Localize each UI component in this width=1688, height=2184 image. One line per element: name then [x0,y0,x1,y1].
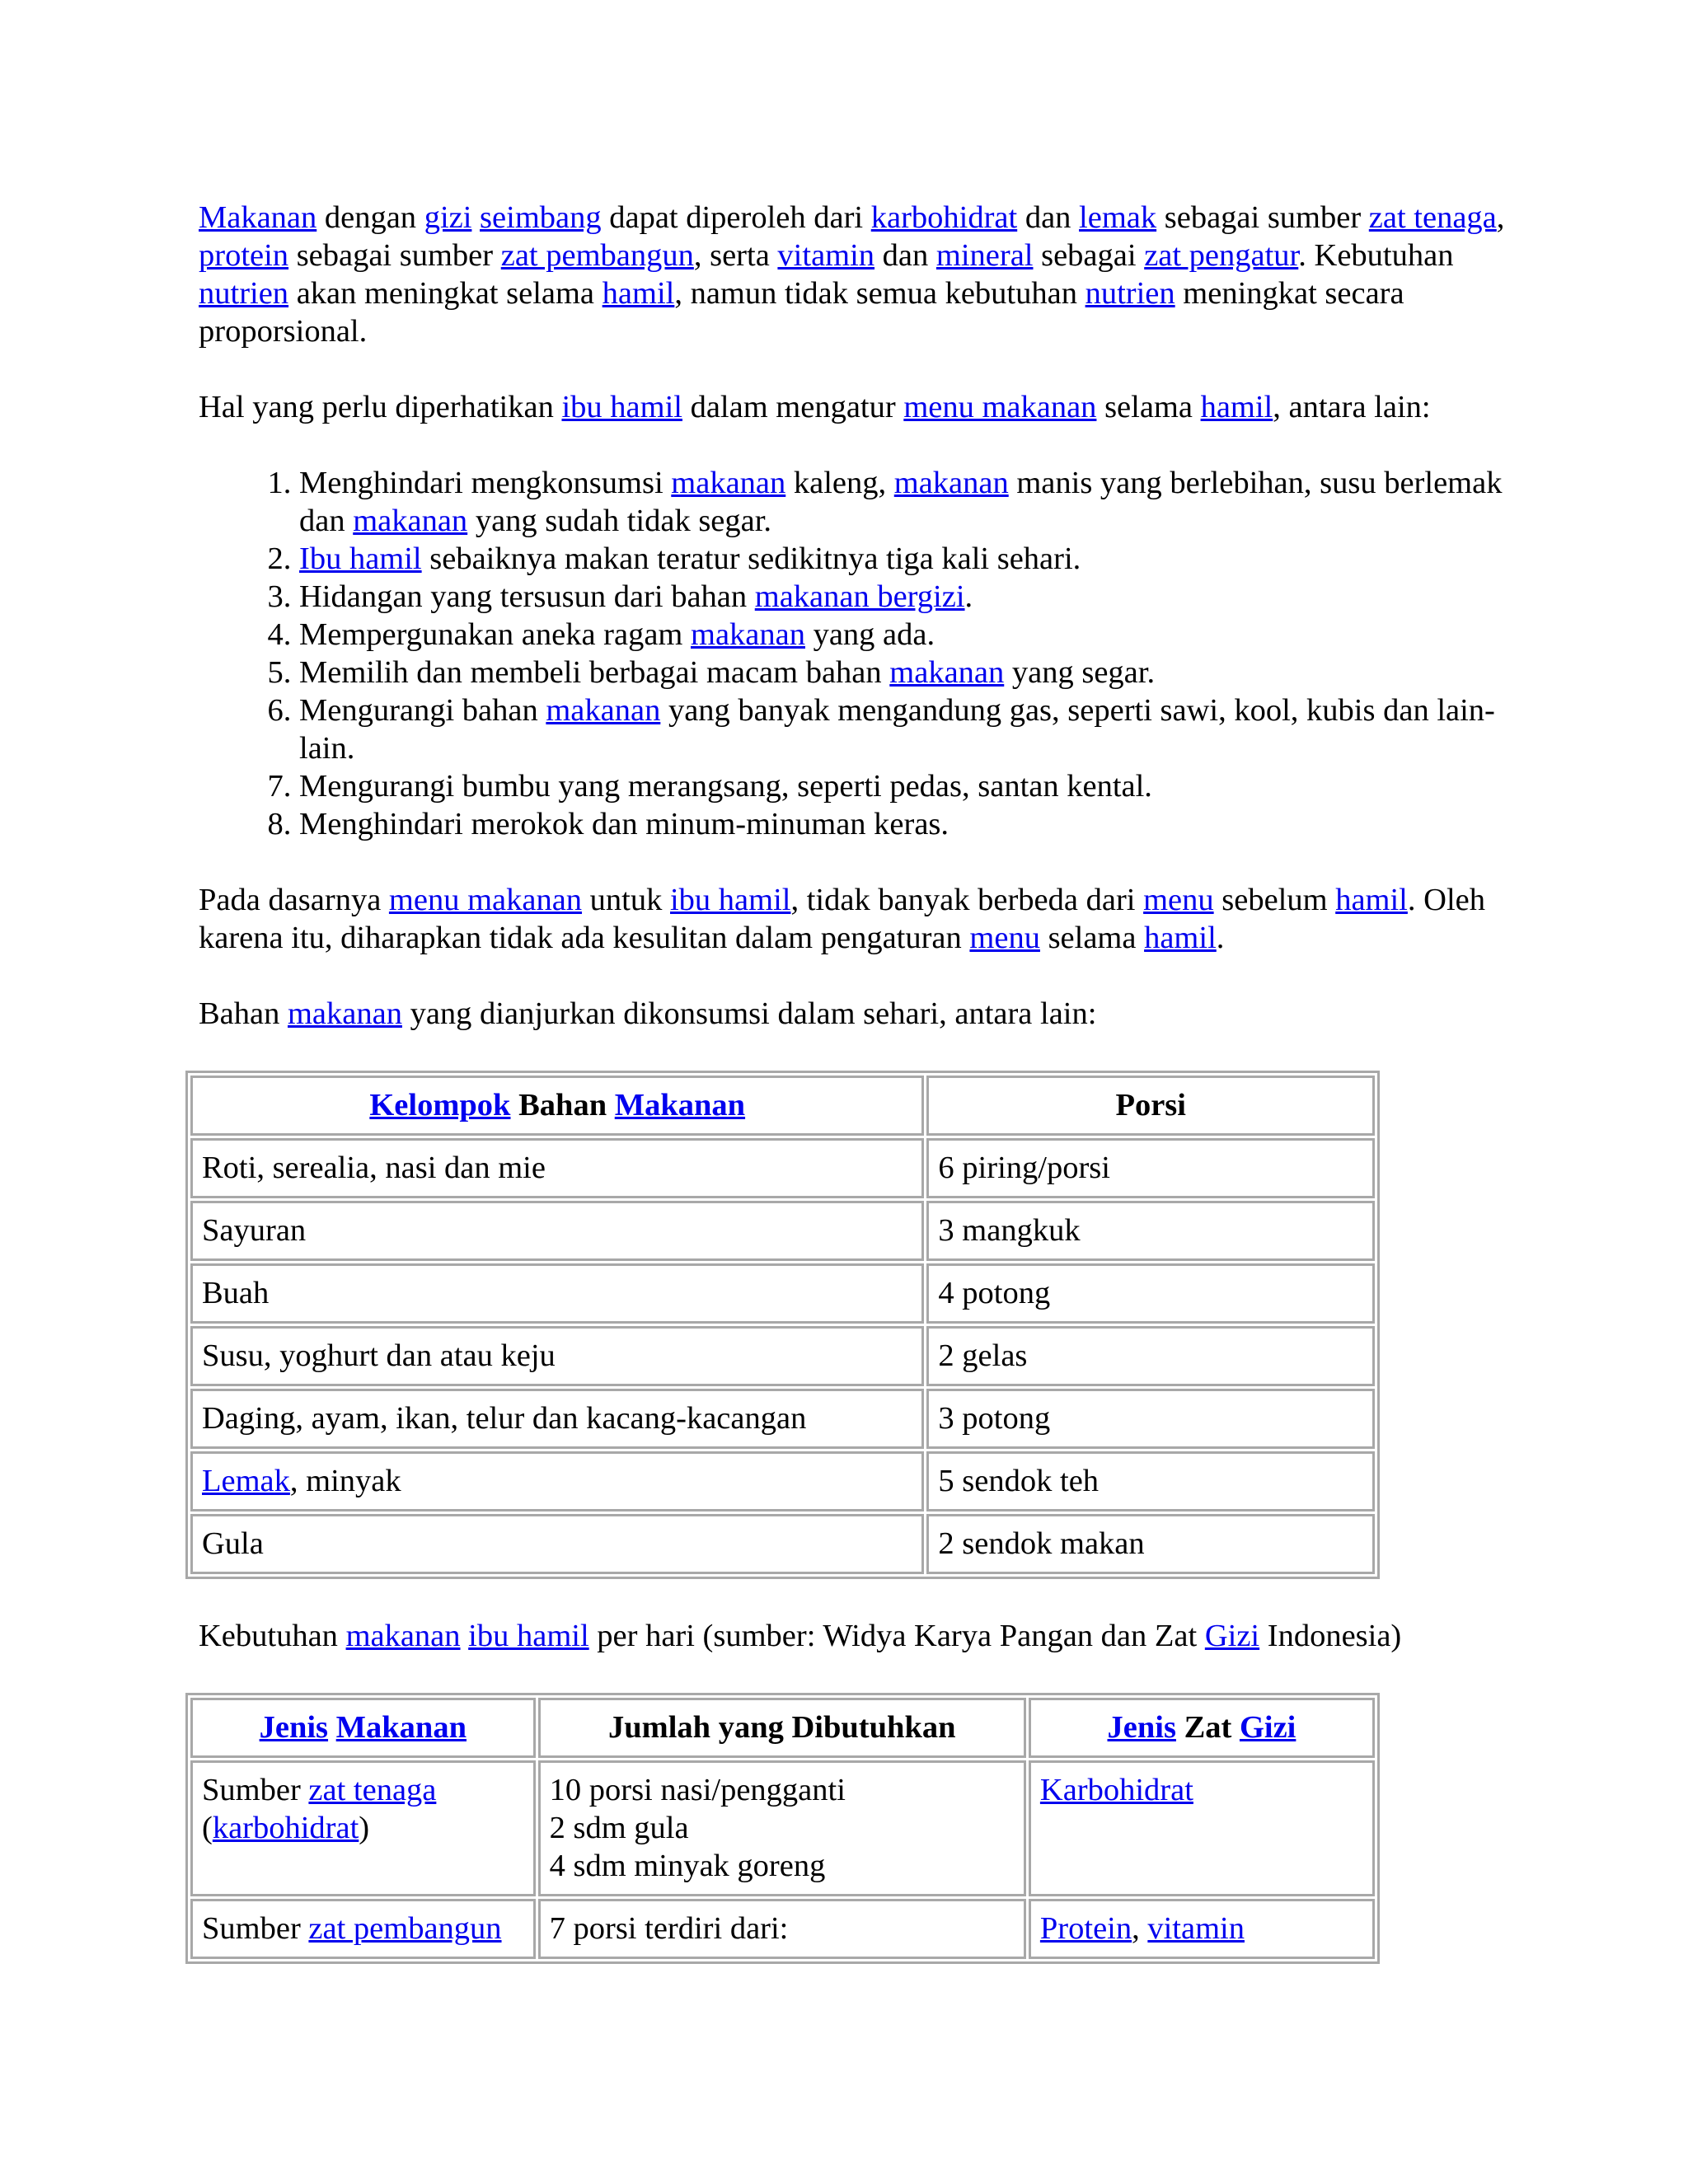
text: , namun tidak semua kebutuhan [674,276,1085,311]
link-makanan[interactable]: makanan [671,466,786,500]
link-makanan[interactable]: Makanan [335,1710,467,1745]
table-row [190,1514,1375,1574]
text: sebagai [1033,238,1145,273]
text: selama [1096,390,1201,424]
text: 10 porsi nasi/pengganti [549,1773,846,1807]
text: kaleng, [785,466,894,500]
cell-porsi: 3 potong [926,1389,1375,1449]
table-header-row [190,1698,1375,1758]
text: dengan [316,200,424,235]
list-item [299,767,1517,805]
link-menu-makanan[interactable]: menu makanan [388,883,583,917]
list-item [299,654,1517,691]
link-makanan[interactable]: makanan [691,617,805,652]
list-item [299,805,1517,843]
list-item [299,691,1517,767]
food-group-table [185,1071,1380,1579]
text: dapat diperoleh dari [601,200,871,235]
link-jenis[interactable]: Jenis [259,1710,329,1745]
link-zat-pembangun[interactable]: zat pembangun [308,1911,502,1946]
text: Hal yang perlu diperhatikan [199,390,562,424]
text: Indonesia) [1259,1619,1402,1653]
text: yang banyak mengandung gas, seperti sawi, kool, kubis dan lain-lain. [299,693,1495,766]
text: Mengurangi bahan [299,693,546,728]
header-jenis-zat-gizi [1029,1698,1375,1758]
link-nutrien[interactable]: nutrien [199,276,289,311]
link-seimbang[interactable]: seimbang [480,200,602,235]
cell-zat-gizi [1029,1760,1375,1896]
text: Zat [1175,1710,1240,1745]
table-row [190,1201,1375,1261]
text: dan [1017,200,1080,235]
cell-kelompok: Buah [190,1263,924,1324]
pada-paragraph [199,881,1517,957]
link-vitamin[interactable]: vitamin [1147,1911,1245,1946]
link-makanan[interactable]: makanan [287,996,402,1031]
text: . [964,579,973,614]
text: Sumber [202,1773,309,1807]
text: Memilih dan membeli berbagai macam bahan [299,655,890,690]
list-item [299,578,1517,616]
table-row [190,1326,1375,1386]
cell-kelompok: Daging, ayam, ikan, telur dan kacang-kacangan [190,1389,924,1449]
link-ibu-hamil[interactable]: Ibu hamil [299,541,422,576]
cell-kelompok: Gula [190,1514,924,1574]
text: , [1132,1911,1148,1946]
link-hamil[interactable]: hamil [602,276,675,311]
bahan-paragraph [199,995,1517,1033]
cell-kelompok: Susu, yoghurt dan atau keju [190,1326,924,1386]
text: yang ada. [804,617,935,652]
header-jumlah: Jumlah yang Dibutuhkan [538,1698,1026,1758]
link-ibu-hamil[interactable]: ibu hamil [561,390,682,424]
text: , [1496,200,1505,235]
list-item [299,464,1517,540]
link-gizi[interactable]: Gizi [1239,1710,1296,1745]
text: meningkat secara proporsional. [199,276,1404,349]
text: yang segar. [1004,655,1156,690]
text: Menghindari mengkonsumsi [299,466,672,500]
text [461,1619,469,1653]
header-porsi: Porsi [926,1076,1375,1136]
link-zat-tenaga[interactable]: zat tenaga [1368,200,1497,235]
link-gizi[interactable]: Gizi [1204,1619,1260,1653]
header-jenis-makanan [190,1698,536,1758]
text: . Oleh karena itu, diharapkan tidak ada kesulitan dalam pengaturan [199,883,1485,955]
text: Kebutuhan [199,1619,346,1653]
table-header-row [190,1076,1375,1136]
hal-paragraph [199,388,1517,426]
text: Sumber [202,1911,309,1946]
text: sebelum [1213,883,1336,917]
link-protein[interactable]: Protein [1039,1911,1132,1946]
link-ibu-hamil[interactable]: ibu hamil [468,1619,589,1653]
text: . [1216,921,1225,955]
table-row [190,1451,1375,1511]
link-makanan[interactable]: makanan [893,466,1009,500]
text: per hari (sumber: Widya Karya Pangan dan Zat [588,1619,1205,1653]
text: , serta [693,238,778,273]
text: ) [359,1811,370,1845]
link-hamil[interactable]: hamil [1200,390,1273,424]
list-item [299,616,1517,654]
cell-kelompok [190,1451,924,1511]
link-makanan-bergizi[interactable]: makanan bergizi [754,579,965,614]
cell-kelompok: Roti, serealia, nasi dan mie [190,1138,924,1198]
link-menu-makanan[interactable]: menu makanan [903,390,1097,424]
text: sebaiknya makan teratur sedikitnya tiga kali sehari. [421,541,1081,576]
document-page [199,199,1517,1964]
link-gizi[interactable]: gizi [424,200,472,235]
cell-jumlah [538,1760,1026,1896]
link-menu[interactable]: menu [1143,883,1214,917]
text: selama [1039,921,1145,955]
cell-kelompok: Sayuran [190,1201,924,1261]
link-karbohidrat[interactable]: Karbohidrat [1039,1773,1193,1807]
cell-porsi: 6 piring/porsi [926,1138,1375,1198]
link-zat-pembangun[interactable]: zat pembangun [500,238,694,273]
cell-porsi: 4 potong [926,1263,1375,1324]
text: sebagai sumber [288,238,501,273]
text: Hidangan yang tersusun dari bahan [299,579,755,614]
link-lemak[interactable]: lemak [1079,200,1157,235]
link-vitamin[interactable]: vitamin [777,238,875,273]
text: Bahan [510,1088,615,1122]
link-makanan[interactable]: makanan [546,693,661,728]
cell-jenis-makanan [190,1760,536,1896]
link-makanan[interactable]: Makanan [614,1088,746,1122]
cell-porsi: 2 sendok makan [926,1514,1375,1574]
link-jenis[interactable]: Jenis [1107,1710,1176,1745]
text: , antara lain: [1273,390,1431,424]
table-row [190,1760,1375,1896]
text: manis yang berlebihan, susu berlemak dan [299,466,1503,538]
daily-needs-table [185,1693,1380,1964]
text: sebagai sumber [1156,200,1369,235]
text: dalam mengatur [682,390,904,424]
text: 4 sdm minyak goreng [549,1849,826,1883]
text: Mengurangi bumbu yang merangsang, seperti pedas, santan kental. [299,769,1152,804]
text: ( [202,1811,213,1845]
text: Bahan [199,996,288,1031]
link-kelompok[interactable]: Kelompok [369,1088,511,1122]
cell-porsi: 3 mangkuk [926,1201,1375,1261]
text: Pada dasarnya [199,883,389,917]
link-lemak[interactable]: Lemak [202,1464,290,1498]
text [471,200,480,235]
header-kelompok [190,1076,924,1136]
text: . Kebutuhan [1298,238,1454,273]
text: yang dianjurkan dikonsumsi dalam sehari, antara lain: [401,996,1097,1031]
table-row [190,1263,1375,1324]
kebutuhan-paragraph [199,1617,1517,1655]
text: Menghindari merokok dan minum-minuman keras. [299,807,950,841]
link-hamil[interactable]: hamil [1144,921,1217,955]
text: dan [874,238,936,273]
text: 2 sdm gula [549,1811,689,1845]
link-karbohidrat[interactable]: karbohidrat [212,1811,359,1845]
text: Mempergunakan aneka ragam [299,617,691,652]
cell-jumlah: 7 porsi terdiri dari: [538,1899,1026,1959]
cell-porsi: 5 sendok teh [926,1451,1375,1511]
text: akan meningkat selama [288,276,603,311]
link-nutrien[interactable]: nutrien [1085,276,1175,311]
intro-paragraph [199,199,1517,350]
link-hamil[interactable]: hamil [1335,883,1408,917]
table-row [190,1899,1375,1959]
link-protein[interactable]: protein [199,238,289,273]
list-item [299,540,1517,578]
text: , minyak [289,1464,401,1498]
table-row [190,1138,1375,1198]
link-makanan[interactable]: Makanan [199,200,317,235]
link-makanan[interactable]: makanan [889,655,1005,690]
link-zat-tenaga[interactable]: zat tenaga [308,1773,437,1807]
link-ibu-hamil[interactable]: ibu hamil [669,883,791,917]
text: , tidak banyak berbeda dari [790,883,1144,917]
link-zat-pengatur[interactable]: zat pengatur [1144,238,1299,273]
text: yang sudah tidak segar. [467,504,772,538]
cell-porsi: 2 gelas [926,1326,1375,1386]
cell-zat-gizi [1029,1899,1375,1959]
link-karbohidrat[interactable]: karbohidrat [870,200,1018,235]
text [328,1710,336,1745]
table-row [190,1389,1375,1449]
tips-list [199,464,1517,843]
link-mineral[interactable]: mineral [935,238,1034,273]
cell-jenis-makanan [190,1899,536,1959]
link-makanan[interactable]: makanan [345,1619,461,1653]
text: untuk [582,883,670,917]
link-menu[interactable]: menu [969,921,1040,955]
link-makanan[interactable]: makanan [353,504,468,538]
